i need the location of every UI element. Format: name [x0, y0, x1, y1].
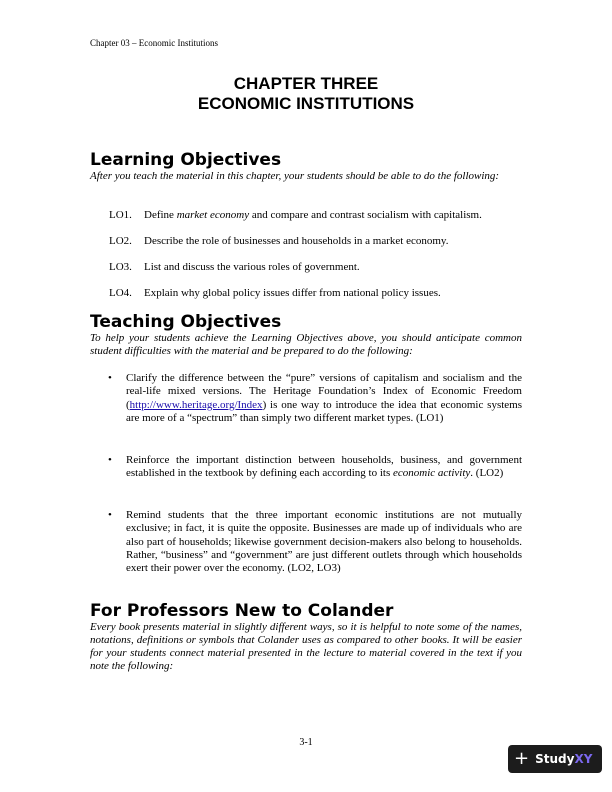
bullet-text: Remind students that the three important economic institutions are not mutually exclusive; in fact, it is quite the opposite. Businesses are made up of individuals who are also part of households; likewise government decision-makers also belong to households. Rather, “business” and “government” are just different outlets through which households exert their power over the economy. (LO2, LO3)	[126, 509, 522, 575]
bullet-text: Clarify the difference between the “pure” versions of capitalism and socialism and the real-life mixed versions. The Heritage Foundation’s Index of Economic Freedom (http://www.heritage.org/Index) is one way to introduce the idea that economic systems are more of a “spectrum” than simply two different market types. (LO1)	[126, 372, 522, 424]
learning-objectives-intro: After you teach the material in this chapter, your students should be able to do the following:	[90, 170, 500, 182]
professors-heading: For Professors New to Colander	[90, 601, 394, 621]
bullet-icon: •	[108, 372, 112, 384]
economic-activity-term: economic activity	[393, 467, 471, 480]
learning-objective-number: LO2.	[109, 235, 132, 247]
learning-objective-text: Describe the role of businesses and households in a market economy.	[144, 235, 449, 247]
learning-objective-text: List and discuss the various roles of government.	[144, 261, 360, 273]
teaching-objective-bullet	[108, 372, 522, 425]
learning-objective-term: market economy	[176, 209, 250, 221]
learning-objective-text: Explain why global policy issues differ from national policy issues.	[144, 287, 441, 299]
plus-icon: +	[514, 748, 530, 769]
learning-objective-text: Define	[144, 209, 177, 221]
bullet-text: Reinforce the important distinction between households, business, and government established in the textbook by defining each according to its economic activity. (LO2)	[126, 454, 522, 480]
learning-objective-number: LO1.	[109, 209, 132, 221]
learning-objective-text: and compare and contrast socialism with capitalism.	[249, 209, 482, 221]
learning-objective-item	[109, 261, 360, 274]
learning-objective-item	[109, 209, 482, 222]
running-head: Chapter 03 – Economic Institutions	[90, 38, 218, 48]
heritage-index-link[interactable]: http://www.heritage.org/Index	[129, 398, 263, 411]
bullet-icon: •	[108, 454, 112, 466]
chapter-name-title: ECONOMIC INSTITUTIONS	[197, 94, 415, 113]
page-number: 3-1	[299, 737, 313, 748]
learning-objective-number: LO4.	[109, 287, 132, 299]
learning-objective-item	[109, 235, 448, 248]
teaching-objective-bullet	[108, 509, 522, 575]
badge-accent-text: XY	[574, 752, 593, 766]
studyxy-badge[interactable]	[508, 745, 602, 773]
bullet-icon: •	[108, 509, 112, 521]
learning-objectives-heading: Learning Objectives	[90, 150, 282, 170]
learning-objective-number: LO3.	[109, 261, 132, 273]
professors-intro: Every book presents material in slightly different ways, so it is helpful to note some of the names, notations, definitions or symbols that Colander uses as compared to other books. It will be easier for your students connect material presented in the lecture to material covered in the text if you note the following:	[90, 621, 522, 672]
chapter-number-title: CHAPTER THREE	[233, 74, 379, 93]
teaching-objectives-heading: Teaching Objectives	[90, 312, 282, 332]
teaching-objectives-intro: To help your students achieve the Learning Objectives above, you should anticipate common student difficulties with the material and be prepared to do the following:	[90, 332, 522, 357]
teaching-objective-bullet	[108, 454, 522, 481]
learning-objective-item	[109, 287, 441, 300]
badge-text: Study	[535, 752, 575, 766]
